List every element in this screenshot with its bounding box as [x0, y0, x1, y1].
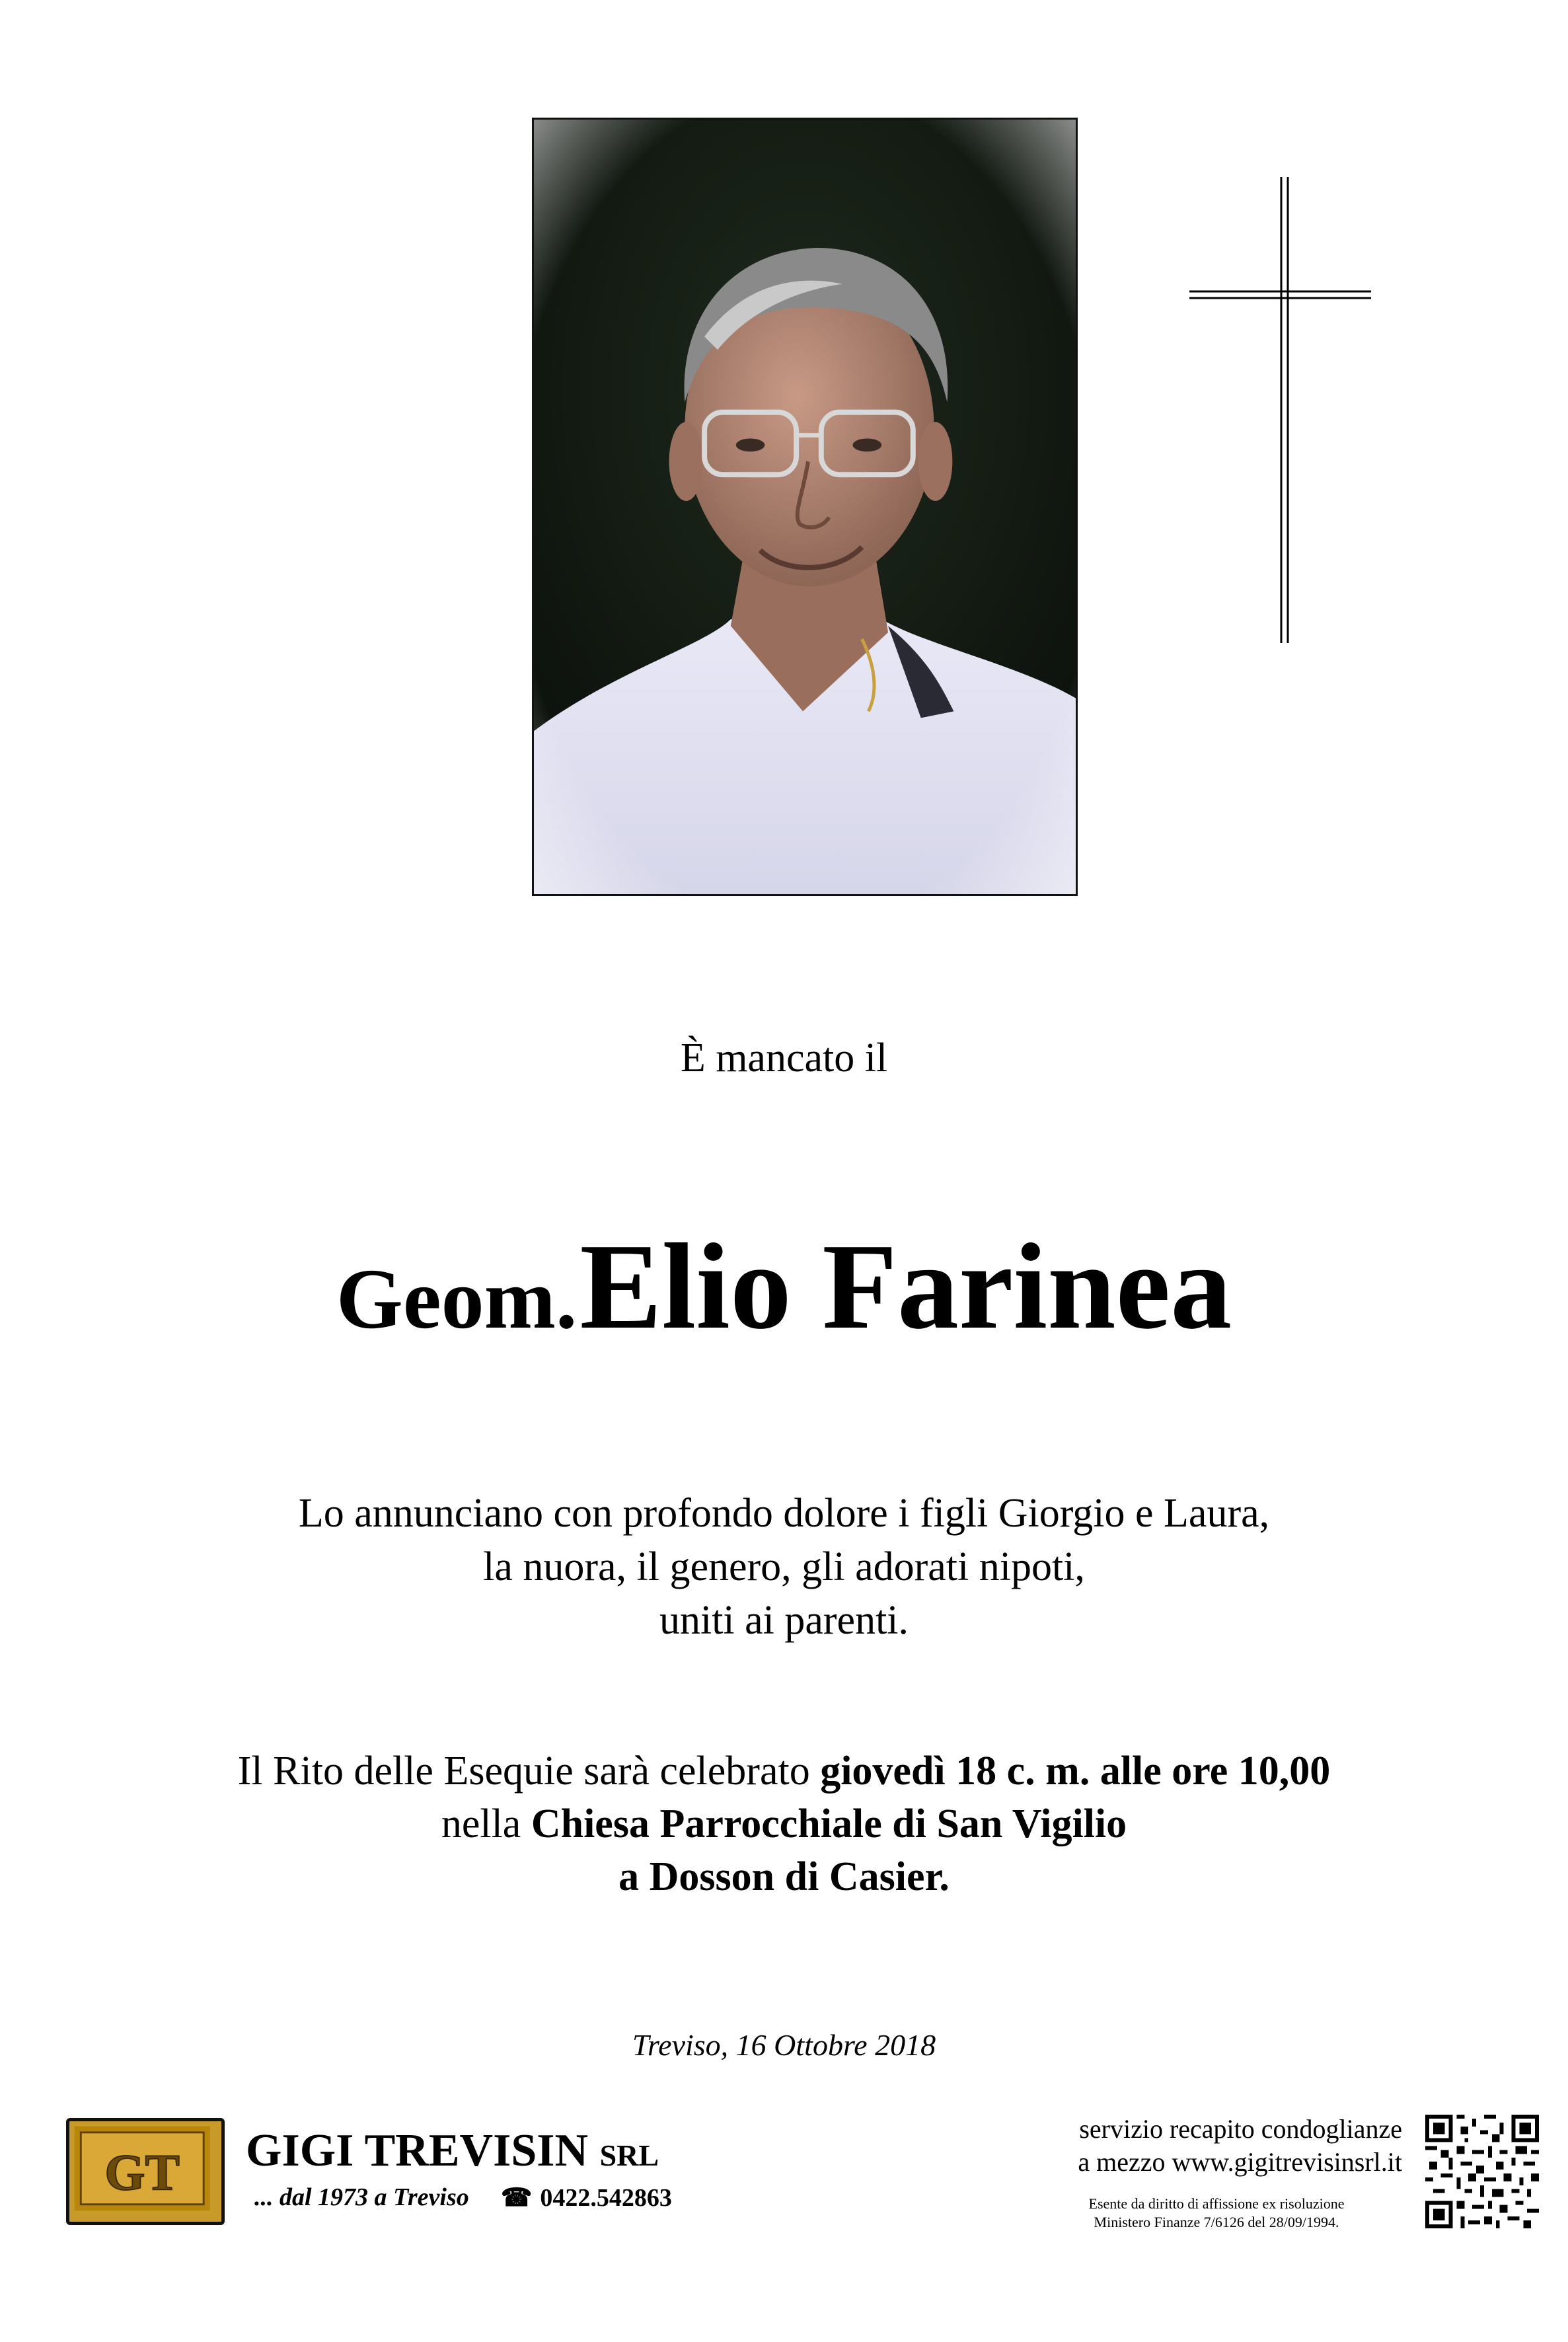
place-date: Treviso, 16 Ottobre 2018 [632, 2028, 936, 2062]
qr-code-icon [1425, 2115, 1539, 2228]
gt-logo-icon [66, 2118, 225, 2225]
company-tagline: ... dal 1973 a Treviso [254, 2183, 469, 2211]
rite-text: nella [441, 1801, 531, 1846]
deceased-name: Elio Farinea [579, 1219, 1232, 1355]
rite-location: a Dosson di Casier. [618, 1854, 950, 1899]
company-name-text: GIGI TREVISIN [246, 2125, 589, 2176]
announcement-line: la nuora, il genero, gli adorati nipoti, [483, 1544, 1085, 1589]
svg-text:GT: GT [104, 2144, 180, 2201]
company-name [246, 2125, 659, 2177]
rite-datetime: giovedì 18 c. m. alle ore 10,00 [820, 1749, 1331, 1794]
intro-text: È mancato il [680, 1036, 888, 1080]
announcement-line: Lo annunciano con profondo dolore i figli Giorgio e Laura, [298, 1491, 1270, 1536]
deceased-name-line [0, 1216, 1568, 1357]
rite-church: Chiesa Parrocchiale di San Vigilio [531, 1801, 1127, 1846]
portrait-illustration [534, 120, 1076, 894]
phone-number: 0422.542863 [540, 2184, 672, 2212]
company-suffix: SRL [599, 2138, 659, 2172]
rite-line-1 [0, 1748, 1568, 1795]
portrait-photo [532, 118, 1078, 896]
cross-icon [1189, 177, 1371, 643]
name-prefix: Geom. [336, 1252, 578, 1347]
service-website: a mezzo www.gigitrevisinsrl.it [1078, 2147, 1402, 2177]
exemption-note: Ministero Finanze 7/6126 del 28/09/1994. [1094, 2214, 1339, 2230]
phone-icon: ☎ [501, 2184, 533, 2212]
announcement-line: uniti ai parenti. [659, 1598, 909, 1643]
exemption-note: Esente da diritto di affissione ex risoluzione [1088, 2195, 1345, 2212]
rite-line-2 [0, 1801, 1568, 1848]
rite-text: Il Rito delle Esequie sarà celebrato [237, 1749, 821, 1794]
company-phone [501, 2183, 672, 2212]
service-text: servizio recapito condoglianze [1079, 2114, 1402, 2144]
